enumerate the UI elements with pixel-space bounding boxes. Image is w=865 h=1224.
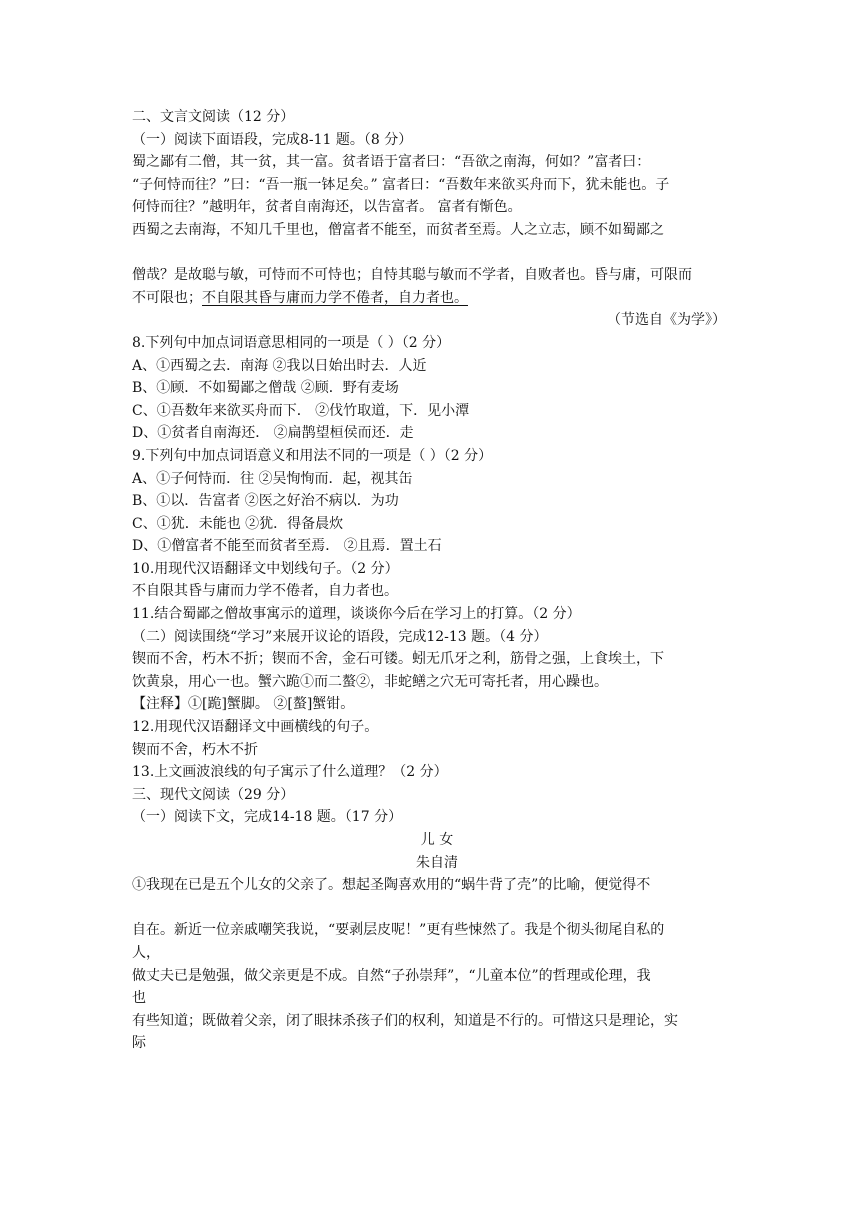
question-9-stem: 9.下列句中加点词语意义和用法不同的一项是（ ）（2 分） [132,447,493,464]
passage-line: “子何恃而往？”曰：“吾一瓶一钵足矣。” 富者曰：“吾数年来欲买舟而下，犹未能也。子 [132,176,670,193]
passage-line: 何恃而往？”越明年，贫者自南海还，以告富者。 富者有惭色。 [132,199,522,216]
annotation-note: 【注释】①[跪]蟹脚。 ②[螯]蟹钳。 [132,696,355,713]
article-line-wrap: 人， [132,944,160,961]
passage-line: 西蜀之去南海，不知几千里也，僧富者不能至，而贫者至焉。人之立志，顾不如蜀鄙之 [132,221,664,238]
passage-text: 不可限也； [132,289,202,306]
blank-line [132,242,742,265]
question-8-option-b: B、①顾．不如蜀鄙之僧哉 ②顾．野有麦场 [132,380,399,397]
question-9-option-c: C、①犹．未能也 ②犹．得备晨炊 [132,515,344,532]
passage-line [132,287,742,310]
article-line: 做丈夫已是勉强，做父亲更是不成。自然“子孙崇拜”，“儿童本位”的哲理或伦理，我 [132,967,651,984]
passage-line: 锲而不舍，朽木不折；锲而不舍，金石可镂。蚓无爪牙之利，筋骨之强，上食埃土，下 [132,651,664,668]
question-12-answer: 锲而不舍，朽木不折 [132,741,258,758]
question-11-stem: 11.结合蜀鄙之僧故事寓示的道理，谈谈你今后在学习上的打算。（2 分） [132,606,581,623]
article-line-wrap: 也 [132,990,146,1007]
question-8-stem: 8.下列句中加点词语意思相同的一项是（ ）（2 分） [132,334,451,351]
article-line: 自在。新近一位亲戚嘲笑我说，“要剥层皮呢！”更有些悚然了。我是个彻头彻尾自私的 [132,922,665,939]
question-9-option-a: A、①子何恃而．往 ②吴恂恂而．起，视其缶 [132,470,413,487]
passage-line: 蜀之鄙有二僧，其一贫，其一富。贫者语于富者曰：“吾欲之南海，何如？”富者曰： [132,154,651,171]
part1-instruction: （一）阅读下面语段，完成8-11 题。（8 分） [132,131,413,148]
article-line: ①我现在已是五个儿女的父亲了。想起圣陶喜欢用的“蜗牛背了壳”的比喻，便觉得不 [132,877,651,894]
question-9-option-b: B、①以．告富者 ②医之好治不病以．为功 [132,493,399,510]
question-8-option-a: A、①西蜀之去．南海 ②我以日始出时去．人近 [132,357,427,374]
section3-heading: 三、现代文阅读（29 分） [132,786,295,803]
source-citation: （节选自《为学》） [607,312,726,329]
underlined-sentence: 不自限其昏与庸而力学不倦者，自力者也。 [202,289,468,306]
article-title: 儿 女 [420,832,454,848]
article-author: 朱自清 [416,854,458,871]
question-10-answer: 不自限其昏与庸而力学不倦者，自力者也。 [132,583,398,600]
section2-heading: 二、文言文阅读（12 分） [132,109,295,125]
question-9-option-d: D、①僧富者不能至而贫者至焉． ②且焉．置土石 [132,538,442,555]
question-8-option-d: D、①贫者自南海还． ②扁鹊望桓侯而还．走 [132,425,414,442]
article-line: 有些知道；既做着父亲，闭了眼抹杀孩子们的权利，知道是不行的。可惜这只是理论，实 [132,1012,678,1029]
question-10-stem: 10.用现代汉语翻译文中划线句子。（2 分） [132,560,399,577]
article-line-wrap: 际 [132,1035,146,1052]
document-body [132,106,742,1055]
blank-line [132,897,742,920]
passage-line: 僧哉？是故聪与敏，可恃而不可恃也；自恃其聪与敏而不学者，自败者也。昏与庸，可限而 [132,267,692,284]
question-13-stem: 13.上文画波浪线的句子寓示了什么道理？（2 分） [132,764,448,781]
question-12-stem: 12.用现代汉语翻译文中画横线的句子。 [132,719,379,736]
question-8-option-c: C、①吾数年来欲买舟而下． ②伐竹取道，下．见小潭 [132,402,470,419]
part2-instruction: （二）阅读围绕“学习”来展开议论的语段，完成12-13 题。（4 分） [132,628,548,645]
section3-part1-instruction: （一）阅读下文，完成14-18 题。（17 分） [132,809,403,826]
passage-line: 饮黄泉，用心一也。蟹六跪①而二螯②，非蛇鳝之穴无可寄托者，用心躁也。 [132,673,608,690]
